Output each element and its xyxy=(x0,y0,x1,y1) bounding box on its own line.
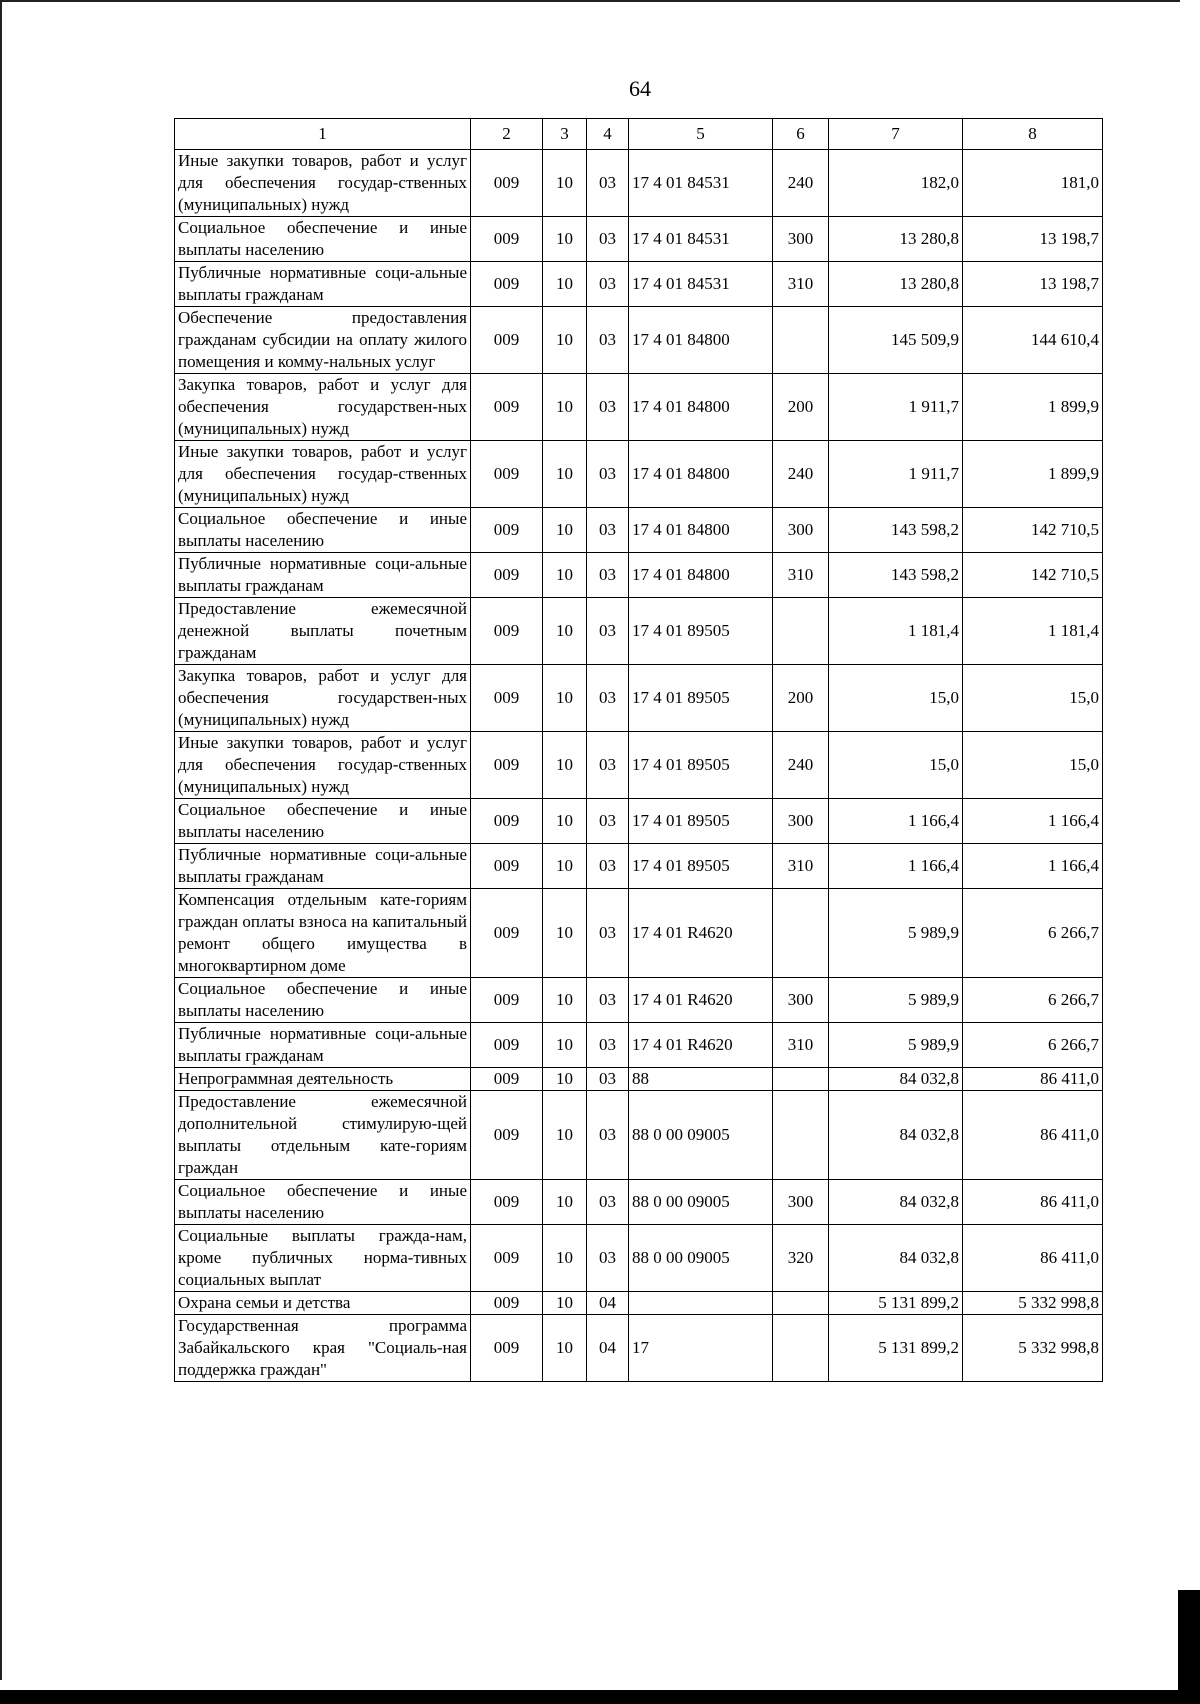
column-header: 2 xyxy=(471,119,543,150)
cell-amount-year-1: 143 598,2 xyxy=(829,508,963,553)
cell-section: 10 xyxy=(543,732,587,799)
cell-ministry-code: 009 xyxy=(471,441,543,508)
cell-section: 10 xyxy=(543,889,587,978)
cell-subsection: 04 xyxy=(587,1315,629,1382)
table-row xyxy=(175,1292,1103,1315)
cell-subsection: 03 xyxy=(587,732,629,799)
cell-section: 10 xyxy=(543,307,587,374)
column-header: 8 xyxy=(963,119,1103,150)
cell-subsection: 03 xyxy=(587,1091,629,1180)
cell-amount-year-1: 5 989,9 xyxy=(829,978,963,1023)
cell-expense-type xyxy=(773,598,829,665)
cell-amount-year-1: 84 032,8 xyxy=(829,1068,963,1091)
cell-expense-type: 240 xyxy=(773,441,829,508)
table-row xyxy=(175,889,1103,978)
row-name: Социальное обеспечение и иные выплаты населению xyxy=(175,799,471,844)
cell-ministry-code: 009 xyxy=(471,508,543,553)
column-header: 1 xyxy=(175,119,471,150)
table-row xyxy=(175,374,1103,441)
cell-target-article: 17 4 01 89505 xyxy=(629,598,773,665)
cell-expense-type xyxy=(773,1292,829,1315)
row-name: Социальные выплаты гражда-нам, кроме публичных норма-тивных социальных выплат xyxy=(175,1225,471,1292)
cell-ministry-code: 009 xyxy=(471,598,543,665)
cell-target-article: 88 0 00 09005 xyxy=(629,1225,773,1292)
cell-amount-year-1: 13 280,8 xyxy=(829,217,963,262)
cell-amount-year-2: 15,0 xyxy=(963,732,1103,799)
cell-section: 10 xyxy=(543,217,587,262)
cell-ministry-code: 009 xyxy=(471,889,543,978)
cell-expense-type xyxy=(773,1315,829,1382)
table-row xyxy=(175,1315,1103,1382)
cell-ministry-code: 009 xyxy=(471,799,543,844)
cell-expense-type: 300 xyxy=(773,1180,829,1225)
row-name: Предоставление ежемесячной денежной выплаты почетным гражданам xyxy=(175,598,471,665)
row-name: Компенсация отдельным кате-гориям граждан оплаты взноса на капитальный ремонт общего имущества в многоквартирном доме xyxy=(175,889,471,978)
table-row xyxy=(175,262,1103,307)
cell-subsection: 03 xyxy=(587,1180,629,1225)
cell-amount-year-2: 1 166,4 xyxy=(963,844,1103,889)
cell-amount-year-1: 1 166,4 xyxy=(829,799,963,844)
table-row xyxy=(175,441,1103,508)
cell-section: 10 xyxy=(543,1292,587,1315)
cell-target-article: 17 4 01 R4620 xyxy=(629,889,773,978)
cell-section: 10 xyxy=(543,150,587,217)
table-row xyxy=(175,150,1103,217)
cell-target-article: 17 4 01 R4620 xyxy=(629,978,773,1023)
table-row xyxy=(175,799,1103,844)
cell-ministry-code: 009 xyxy=(471,150,543,217)
cell-section: 10 xyxy=(543,799,587,844)
cell-expense-type: 300 xyxy=(773,217,829,262)
table-row xyxy=(175,307,1103,374)
row-name: Охрана семьи и детства xyxy=(175,1292,471,1315)
cell-section: 10 xyxy=(543,1180,587,1225)
cell-amount-year-2: 142 710,5 xyxy=(963,508,1103,553)
cell-subsection: 03 xyxy=(587,665,629,732)
cell-target-article: 17 4 01 89505 xyxy=(629,665,773,732)
cell-amount-year-1: 5 989,9 xyxy=(829,889,963,978)
cell-amount-year-2: 5 332 998,8 xyxy=(963,1292,1103,1315)
cell-amount-year-2: 86 411,0 xyxy=(963,1091,1103,1180)
cell-subsection: 03 xyxy=(587,1068,629,1091)
cell-expense-type: 310 xyxy=(773,553,829,598)
cell-amount-year-1: 13 280,8 xyxy=(829,262,963,307)
cell-amount-year-1: 1 911,7 xyxy=(829,441,963,508)
cell-expense-type: 300 xyxy=(773,799,829,844)
cell-amount-year-2: 15,0 xyxy=(963,665,1103,732)
cell-section: 10 xyxy=(543,374,587,441)
cell-ministry-code: 009 xyxy=(471,732,543,799)
cell-subsection: 03 xyxy=(587,150,629,217)
cell-ministry-code: 009 xyxy=(471,553,543,598)
row-name: Закупка товаров, работ и услуг для обеспечения государствен-ных (муниципальных) нужд xyxy=(175,665,471,732)
cell-target-article: 88 xyxy=(629,1068,773,1091)
cell-amount-year-1: 1 911,7 xyxy=(829,374,963,441)
cell-subsection: 03 xyxy=(587,598,629,665)
cell-section: 10 xyxy=(543,1225,587,1292)
cell-amount-year-1: 15,0 xyxy=(829,665,963,732)
table-row xyxy=(175,665,1103,732)
column-header: 7 xyxy=(829,119,963,150)
table-row xyxy=(175,553,1103,598)
cell-ministry-code: 009 xyxy=(471,978,543,1023)
cell-section: 10 xyxy=(543,1315,587,1382)
cell-amount-year-2: 181,0 xyxy=(963,150,1103,217)
cell-subsection: 03 xyxy=(587,217,629,262)
header-row xyxy=(175,119,1103,150)
table-row xyxy=(175,1023,1103,1068)
table-row xyxy=(175,1091,1103,1180)
cell-amount-year-1: 15,0 xyxy=(829,732,963,799)
cell-ministry-code: 009 xyxy=(471,1315,543,1382)
row-name: Социальное обеспечение и иные выплаты населению xyxy=(175,978,471,1023)
row-name: Обеспечение предоставления гражданам субсидии на оплату жилого помещения и комму-нальных услуг xyxy=(175,307,471,374)
cell-ministry-code: 009 xyxy=(471,1225,543,1292)
row-name: Иные закупки товаров, работ и услуг для обеспечения государ-ственных (муниципальных) нужд xyxy=(175,441,471,508)
cell-subsection: 03 xyxy=(587,553,629,598)
cell-target-article xyxy=(629,1292,773,1315)
cell-ministry-code: 009 xyxy=(471,665,543,732)
cell-ministry-code: 009 xyxy=(471,1180,543,1225)
cell-subsection: 03 xyxy=(587,441,629,508)
cell-amount-year-2: 13 198,7 xyxy=(963,262,1103,307)
cell-amount-year-2: 142 710,5 xyxy=(963,553,1103,598)
cell-amount-year-2: 6 266,7 xyxy=(963,978,1103,1023)
cell-subsection: 03 xyxy=(587,307,629,374)
cell-expense-type xyxy=(773,307,829,374)
cell-amount-year-2: 86 411,0 xyxy=(963,1068,1103,1091)
table-row xyxy=(175,978,1103,1023)
cell-expense-type: 200 xyxy=(773,665,829,732)
cell-amount-year-2: 6 266,7 xyxy=(963,889,1103,978)
cell-target-article: 17 4 01 89505 xyxy=(629,799,773,844)
cell-expense-type: 200 xyxy=(773,374,829,441)
table-row xyxy=(175,844,1103,889)
cell-amount-year-1: 143 598,2 xyxy=(829,553,963,598)
cell-expense-type: 310 xyxy=(773,262,829,307)
cell-expense-type: 300 xyxy=(773,508,829,553)
cell-ministry-code: 009 xyxy=(471,1292,543,1315)
cell-amount-year-1: 145 509,9 xyxy=(829,307,963,374)
row-name: Социальное обеспечение и иные выплаты населению xyxy=(175,508,471,553)
cell-target-article: 17 xyxy=(629,1315,773,1382)
cell-amount-year-2: 86 411,0 xyxy=(963,1225,1103,1292)
cell-amount-year-1: 84 032,8 xyxy=(829,1180,963,1225)
cell-amount-year-2: 86 411,0 xyxy=(963,1180,1103,1225)
cell-amount-year-1: 5 131 899,2 xyxy=(829,1292,963,1315)
table-row xyxy=(175,598,1103,665)
cell-expense-type: 240 xyxy=(773,150,829,217)
cell-subsection: 03 xyxy=(587,799,629,844)
cell-target-article: 88 0 00 09005 xyxy=(629,1180,773,1225)
cell-expense-type xyxy=(773,889,829,978)
column-header: 5 xyxy=(629,119,773,150)
cell-target-article: 17 4 01 84531 xyxy=(629,217,773,262)
table-row xyxy=(175,1180,1103,1225)
cell-section: 10 xyxy=(543,1023,587,1068)
cell-expense-type: 310 xyxy=(773,844,829,889)
table-row xyxy=(175,1225,1103,1292)
cell-expense-type xyxy=(773,1091,829,1180)
cell-amount-year-1: 5 989,9 xyxy=(829,1023,963,1068)
row-name: Публичные нормативные соци-альные выплаты гражданам xyxy=(175,844,471,889)
cell-amount-year-2: 1 166,4 xyxy=(963,799,1103,844)
cell-target-article: 17 4 01 89505 xyxy=(629,732,773,799)
cell-section: 10 xyxy=(543,508,587,553)
table-row xyxy=(175,1068,1103,1091)
cell-ministry-code: 009 xyxy=(471,262,543,307)
column-header: 6 xyxy=(773,119,829,150)
cell-amount-year-1: 84 032,8 xyxy=(829,1225,963,1292)
cell-expense-type: 300 xyxy=(773,978,829,1023)
cell-ministry-code: 009 xyxy=(471,1068,543,1091)
cell-target-article: 17 4 01 84800 xyxy=(629,307,773,374)
cell-amount-year-2: 1 181,4 xyxy=(963,598,1103,665)
cell-expense-type: 320 xyxy=(773,1225,829,1292)
cell-subsection: 03 xyxy=(587,262,629,307)
cell-target-article: 17 4 01 84800 xyxy=(629,374,773,441)
budget-table xyxy=(174,118,1103,1382)
cell-ministry-code: 009 xyxy=(471,374,543,441)
cell-ministry-code: 009 xyxy=(471,844,543,889)
cell-target-article: 17 4 01 84800 xyxy=(629,508,773,553)
cell-subsection: 03 xyxy=(587,978,629,1023)
cell-amount-year-2: 144 610,4 xyxy=(963,307,1103,374)
cell-amount-year-1: 5 131 899,2 xyxy=(829,1315,963,1382)
row-name: Социальное обеспечение и иные выплаты населению xyxy=(175,1180,471,1225)
cell-target-article: 17 4 01 R4620 xyxy=(629,1023,773,1068)
cell-amount-year-2: 5 332 998,8 xyxy=(963,1315,1103,1382)
cell-subsection: 03 xyxy=(587,508,629,553)
cell-ministry-code: 009 xyxy=(471,1091,543,1180)
row-name: Закупка товаров, работ и услуг для обеспечения государствен-ных (муниципальных) нужд xyxy=(175,374,471,441)
cell-subsection: 03 xyxy=(587,1023,629,1068)
cell-section: 10 xyxy=(543,598,587,665)
cell-section: 10 xyxy=(543,441,587,508)
row-name: Государственная программа Забайкальского края "Социаль-ная поддержка граждан" xyxy=(175,1315,471,1382)
cell-subsection: 03 xyxy=(587,374,629,441)
cell-target-article: 17 4 01 84800 xyxy=(629,441,773,508)
cell-section: 10 xyxy=(543,844,587,889)
table-body xyxy=(175,150,1103,1382)
cell-amount-year-1: 182,0 xyxy=(829,150,963,217)
cell-subsection: 03 xyxy=(587,844,629,889)
cell-ministry-code: 009 xyxy=(471,1023,543,1068)
column-header: 3 xyxy=(543,119,587,150)
row-name: Предоставление ежемесячной дополнительной стимулирую-щей выплаты отдельным кате-гориям граждан xyxy=(175,1091,471,1180)
cell-amount-year-2: 1 899,9 xyxy=(963,441,1103,508)
cell-target-article: 17 4 01 89505 xyxy=(629,844,773,889)
cell-amount-year-2: 1 899,9 xyxy=(963,374,1103,441)
cell-ministry-code: 009 xyxy=(471,307,543,374)
row-name: Социальное обеспечение и иные выплаты населению xyxy=(175,217,471,262)
cell-target-article: 17 4 01 84531 xyxy=(629,150,773,217)
table-row xyxy=(175,217,1103,262)
row-name: Публичные нормативные соци-альные выплаты гражданам xyxy=(175,262,471,307)
cell-expense-type: 240 xyxy=(773,732,829,799)
row-name: Публичные нормативные соци-альные выплаты гражданам xyxy=(175,1023,471,1068)
table-row xyxy=(175,508,1103,553)
row-name: Публичные нормативные соци-альные выплаты гражданам xyxy=(175,553,471,598)
cell-section: 10 xyxy=(543,262,587,307)
row-name: Иные закупки товаров, работ и услуг для обеспечения государ-ственных (муниципальных) нужд xyxy=(175,732,471,799)
cell-target-article: 17 4 01 84800 xyxy=(629,553,773,598)
scan-edge-bottom xyxy=(0,1690,1200,1704)
cell-subsection: 04 xyxy=(587,1292,629,1315)
cell-section: 10 xyxy=(543,1091,587,1180)
cell-amount-year-1: 1 181,4 xyxy=(829,598,963,665)
page-number: 64 xyxy=(629,76,651,101)
scan-edge-right xyxy=(1178,1590,1200,1704)
cell-expense-type: 310 xyxy=(773,1023,829,1068)
cell-subsection: 03 xyxy=(587,889,629,978)
cell-amount-year-1: 84 032,8 xyxy=(829,1091,963,1180)
cell-amount-year-1: 1 166,4 xyxy=(829,844,963,889)
cell-target-article: 17 4 01 84531 xyxy=(629,262,773,307)
cell-subsection: 03 xyxy=(587,1225,629,1292)
cell-amount-year-2: 13 198,7 xyxy=(963,217,1103,262)
cell-ministry-code: 009 xyxy=(471,217,543,262)
row-name: Иные закупки товаров, работ и услуг для обеспечения государ-ственных (муниципальных) нужд xyxy=(175,150,471,217)
row-name: Непрограммная деятельность xyxy=(175,1068,471,1091)
cell-section: 10 xyxy=(543,553,587,598)
cell-section: 10 xyxy=(543,978,587,1023)
table-row xyxy=(175,732,1103,799)
cell-target-article: 88 0 00 09005 xyxy=(629,1091,773,1180)
cell-section: 10 xyxy=(543,665,587,732)
cell-amount-year-2: 6 266,7 xyxy=(963,1023,1103,1068)
column-header: 4 xyxy=(587,119,629,150)
cell-expense-type xyxy=(773,1068,829,1091)
cell-section: 10 xyxy=(543,1068,587,1091)
